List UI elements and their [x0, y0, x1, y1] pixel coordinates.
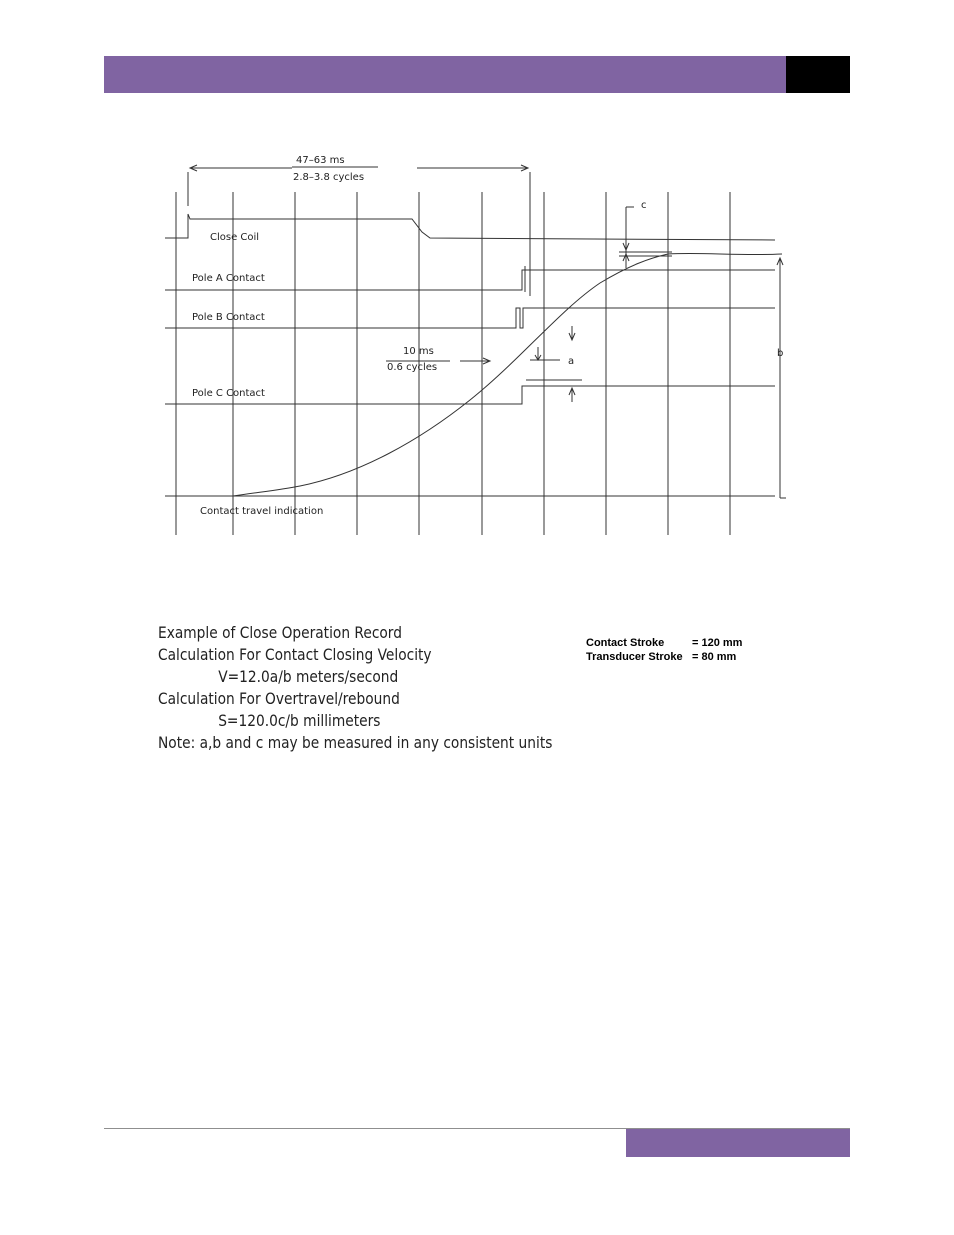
- overtravel-formula: S=120.0c/b millimeters: [218, 711, 381, 730]
- pole-c-label: Pole C Contact: [192, 388, 265, 399]
- units-note: Note: a,b and c may be measured in any consistent units: [158, 733, 553, 752]
- c-label: c: [641, 200, 647, 211]
- timing-top-label: 47–63 ms: [296, 155, 345, 166]
- footer-bar: [626, 1129, 850, 1157]
- travel-label: Contact travel indication: [200, 506, 324, 517]
- stroke-table: [586, 636, 742, 664]
- contact-stroke-row: [586, 636, 742, 650]
- timing-bottom-label: 2.8–3.8 cycles: [293, 172, 365, 183]
- close-coil-label: Close Coil: [210, 232, 260, 243]
- interval-top-label: 10 ms: [403, 346, 434, 357]
- interval-bottom-label: 0.6 cycles: [387, 362, 438, 373]
- close-operation-figure: [0, 0, 954, 600]
- caption-title: Example of Close Operation Record: [158, 623, 402, 642]
- contact-stroke-value: = 120 mm: [692, 637, 743, 649]
- contact-stroke-label: Contact Stroke: [586, 637, 665, 649]
- caption-block: [158, 622, 553, 754]
- pole-b-label: Pole B Contact: [192, 312, 265, 323]
- overtravel-heading: Calculation For Overtravel/rebound: [158, 689, 400, 708]
- pole-a-label: Pole A Contact: [192, 273, 265, 284]
- transducer-stroke-label: Transducer Stroke: [586, 651, 683, 663]
- velocity-heading: Calculation For Contact Closing Velocity: [158, 645, 432, 664]
- a-label: a: [568, 356, 575, 367]
- b-label: b: [777, 348, 784, 359]
- transducer-stroke-row: [586, 650, 742, 664]
- velocity-formula: V=12.0a/b meters/second: [218, 667, 399, 686]
- transducer-stroke-value: = 80 mm: [692, 651, 737, 663]
